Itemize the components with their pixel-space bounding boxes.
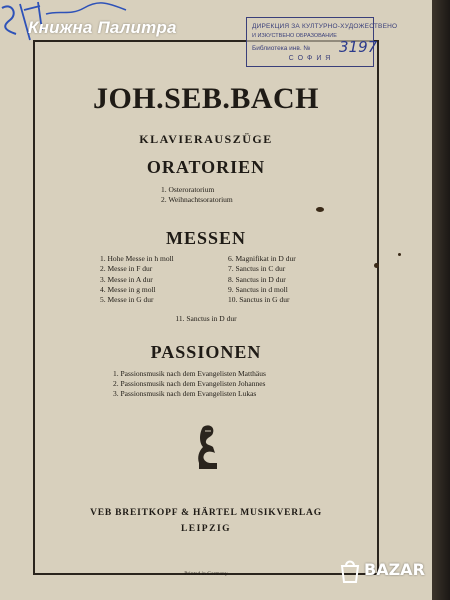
section-title-passionen: PASSIONEN [150,342,262,362]
stamp-line-3: Библиотека инв. № [252,45,311,52]
messen-list-center-item: 11. Sanctus in D dur [175,314,237,323]
messen-list-right [228,254,296,305]
list-item: 5. Messe in G dur [100,295,154,305]
list-item: 6. Magnifikat in D dur [228,254,296,263]
publisher-name: VEB BREITKOPF & HÄRTEL MUSIKVERLAG [90,508,322,518]
background-edge [432,0,450,600]
watermark-text: Книжна Палитра [28,18,177,37]
list-item: 1. Osteroratorium [161,185,215,194]
library-stamp [246,17,398,67]
list-item: 7. Sanctus in C dur [228,264,286,274]
bazar-logo-text: BAZAR [364,560,425,579]
list-item: 2. Passionsmusik nach dem Evangelisten Johannes [113,379,266,388]
stamp-line-2: И ИЗКУСТВЕНО ОБРАЗОВАНИЕ [252,33,337,39]
list-item: 3. Messe in A dur [100,274,153,284]
stamp-inventory-number: 3197 [339,38,378,56]
composer-name: JOH.SEB.BACH [92,82,320,115]
list-item: 9. Sanctus in d moll [228,284,288,294]
bazar-logo-icon [338,558,362,584]
list-item: 4. Messe in g moll [100,284,156,294]
section-title-oratorien: ORATORIEN [146,157,266,177]
list-item: 8. Sanctus in D dur [228,274,286,284]
list-item: 2. Weihnachtsoratorium [161,195,233,204]
list-item: 1. Hohe Messe in h moll [100,254,174,263]
ink-spot [398,253,401,256]
oratorien-list [161,185,233,205]
stamp-line-1: ДИРЕКЦИЯ ЗА КУЛТУРНО-ХУДОЖЕСТВЕНО [252,23,398,30]
list-item: 10. Sanctus in G dur [228,295,290,305]
stamp-city: С О Ф И Я [288,55,332,62]
ink-spot [316,207,324,212]
publisher-logo-icon [193,423,225,471]
passionen-list [113,369,266,399]
publisher-city: LEIPZIG [180,524,232,534]
section-title-messen: MESSEN [165,228,247,248]
ink-spot [374,263,379,268]
list-item: 2. Messe in F dur [100,264,153,274]
list-item: 3. Passionsmusik nach dem Evangelisten Lukas [113,389,257,398]
subtitle: KLAVIERAUSZÜGE [139,132,273,146]
page-border-frame [33,40,379,575]
printed-note: Printed in Germany [184,571,228,577]
messen-list-left [100,254,174,305]
list-item: 1. Passionsmusik nach dem Evangelisten Matthäus [113,369,266,378]
marketplace-watermark-logo [338,556,438,592]
